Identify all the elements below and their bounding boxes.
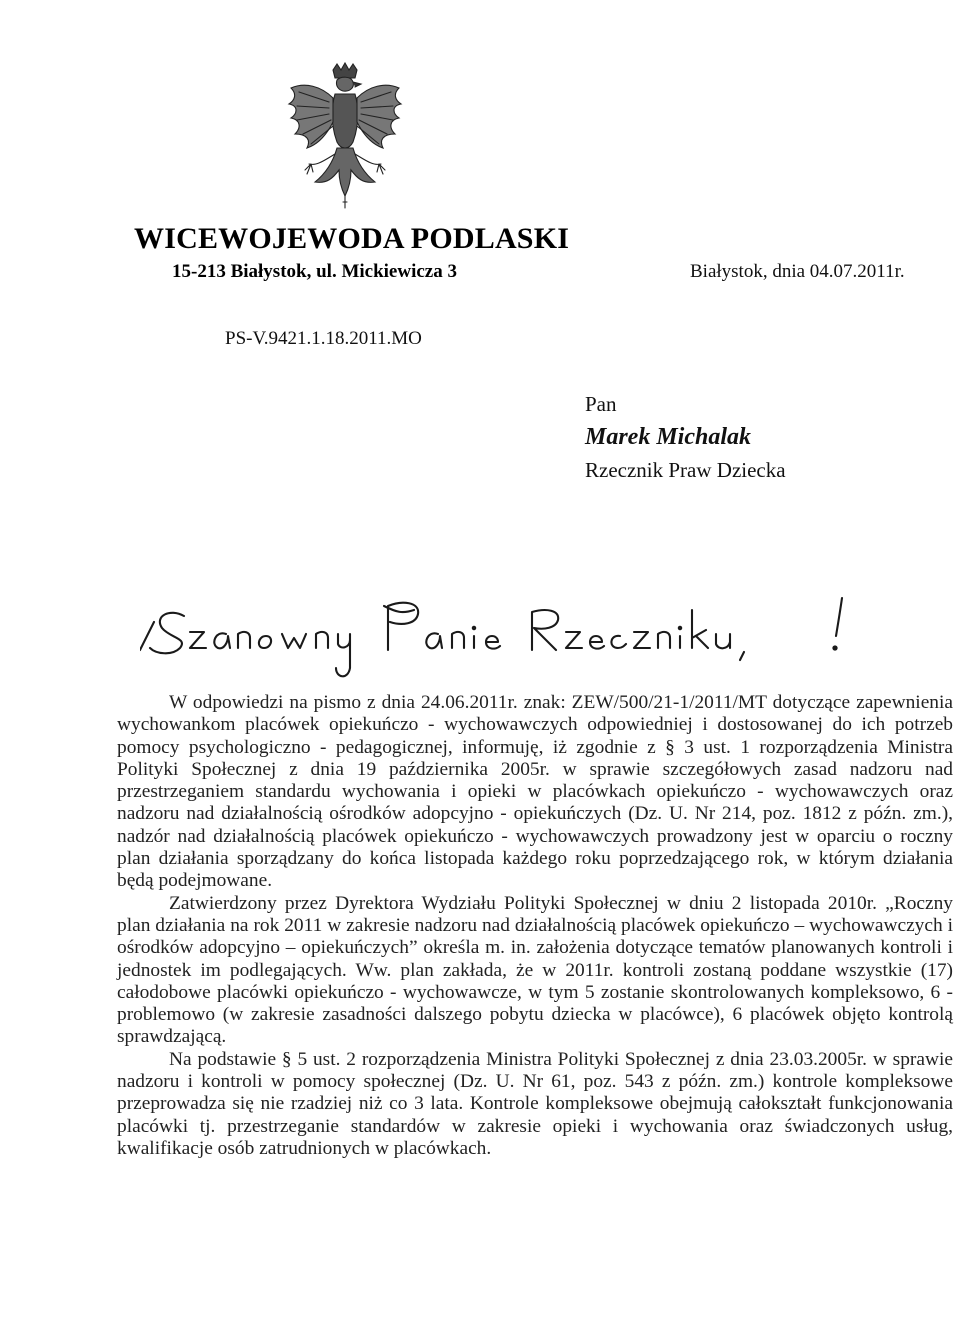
polish-eagle-emblem-icon (285, 62, 405, 210)
place-and-date: Białystok, dnia 04.07.2011r. (690, 261, 905, 282)
recipient-prefix: Pan (585, 392, 617, 416)
recipient-name: Marek Michalak (585, 424, 752, 450)
handwritten-salutation (140, 592, 920, 682)
body-paragraph: Zatwierdzony przez Dyrektora Wydziału Polityki Społecznej w dniu 2 listopada 2010r. „Roczny plan działania na rok 2011 w zakresie nadzoru nad działalnością placówek opiekuńczo – wychowawczych i ośrodków adopcyjno – opiekuńczych” określa m. in. założenia dotyczące tematów planowanych kontroli i jednostek im podlegających. Ww. plan zakłada, że w 2011r. kontroli zostaną poddane wszystkie (17) całodobowe placówki opiekuńczo - wychowawcze, w tym 5 zostanie skontrolowanych kompleksowo, 6 - problemowo (w zakresie zasadności dalszego pobytu dziecka w placówce), 6 placówek objęto kontrolą sprawdzającą. (117, 892, 953, 1048)
recipient-block (585, 388, 786, 487)
reference-number: PS-V.9421.1.18.2011.MO (225, 328, 422, 349)
body-paragraph: Na podstawie § 5 ust. 2 rozporządzenia Ministra Polityki Społecznej z dnia 23.03.2005r. w sprawie nadzoru i kontroli w pomocy społecznej (Dz. U. Nr 61, poz. 543 z późn. zm.) kontrole kompleksowe przeprowadza się nie rzadziej niż co 3 lata. Kontrole kompleksowe obejmują całokształt funkcjonowania placówki tj. przestrzeganie standardów w zakresie opieki i wychowania oraz świadczonych usług, kwalifikacje osób zatrudnionych w placówkach. (117, 1048, 953, 1159)
letter-body (117, 692, 953, 1160)
issuer-title: WICEWOJEWODA PODLASKI (134, 222, 570, 255)
body-paragraph: W odpowiedzi na pismo z dnia 24.06.2011r. znak: ZEW/500/21-1/2011/MT dotyczące zapewnienia wychowankom placówek opiekuńczo - wychowawczych odpowiedniej i dostosowanej do ich potrzeb pomocy psychologiczno - pedagogicznej, informuję, iż zgodnie z § 3 ust. 1 rozporządzenia Ministra Polityki Społecznej z dnia 19 października 2005r. w sprawie szczegółowych zasad nadzoru nad przestrzeganiem standardu wychowania i opieki w placówkach opiekuńczo - wychowawczych oraz nadzoru nad działalnością ośrodków adopcyjno - opiekuńczych (Dz. U. Nr 214, poz. 1812 z późn. zm.), nadzór nad działalnością placówek opiekuńczo - wychowawczych prowadzony jest w oparciu o roczny plan działania sporządzany do końca listopada każdego roku poprzedzającego rok, w którym działania będą podejmowane. (117, 692, 953, 892)
issuer-address: 15-213 Białystok, ul. Mickiewicza 3 (172, 261, 457, 282)
recipient-title: Rzecznik Praw Dziecka (585, 458, 786, 482)
